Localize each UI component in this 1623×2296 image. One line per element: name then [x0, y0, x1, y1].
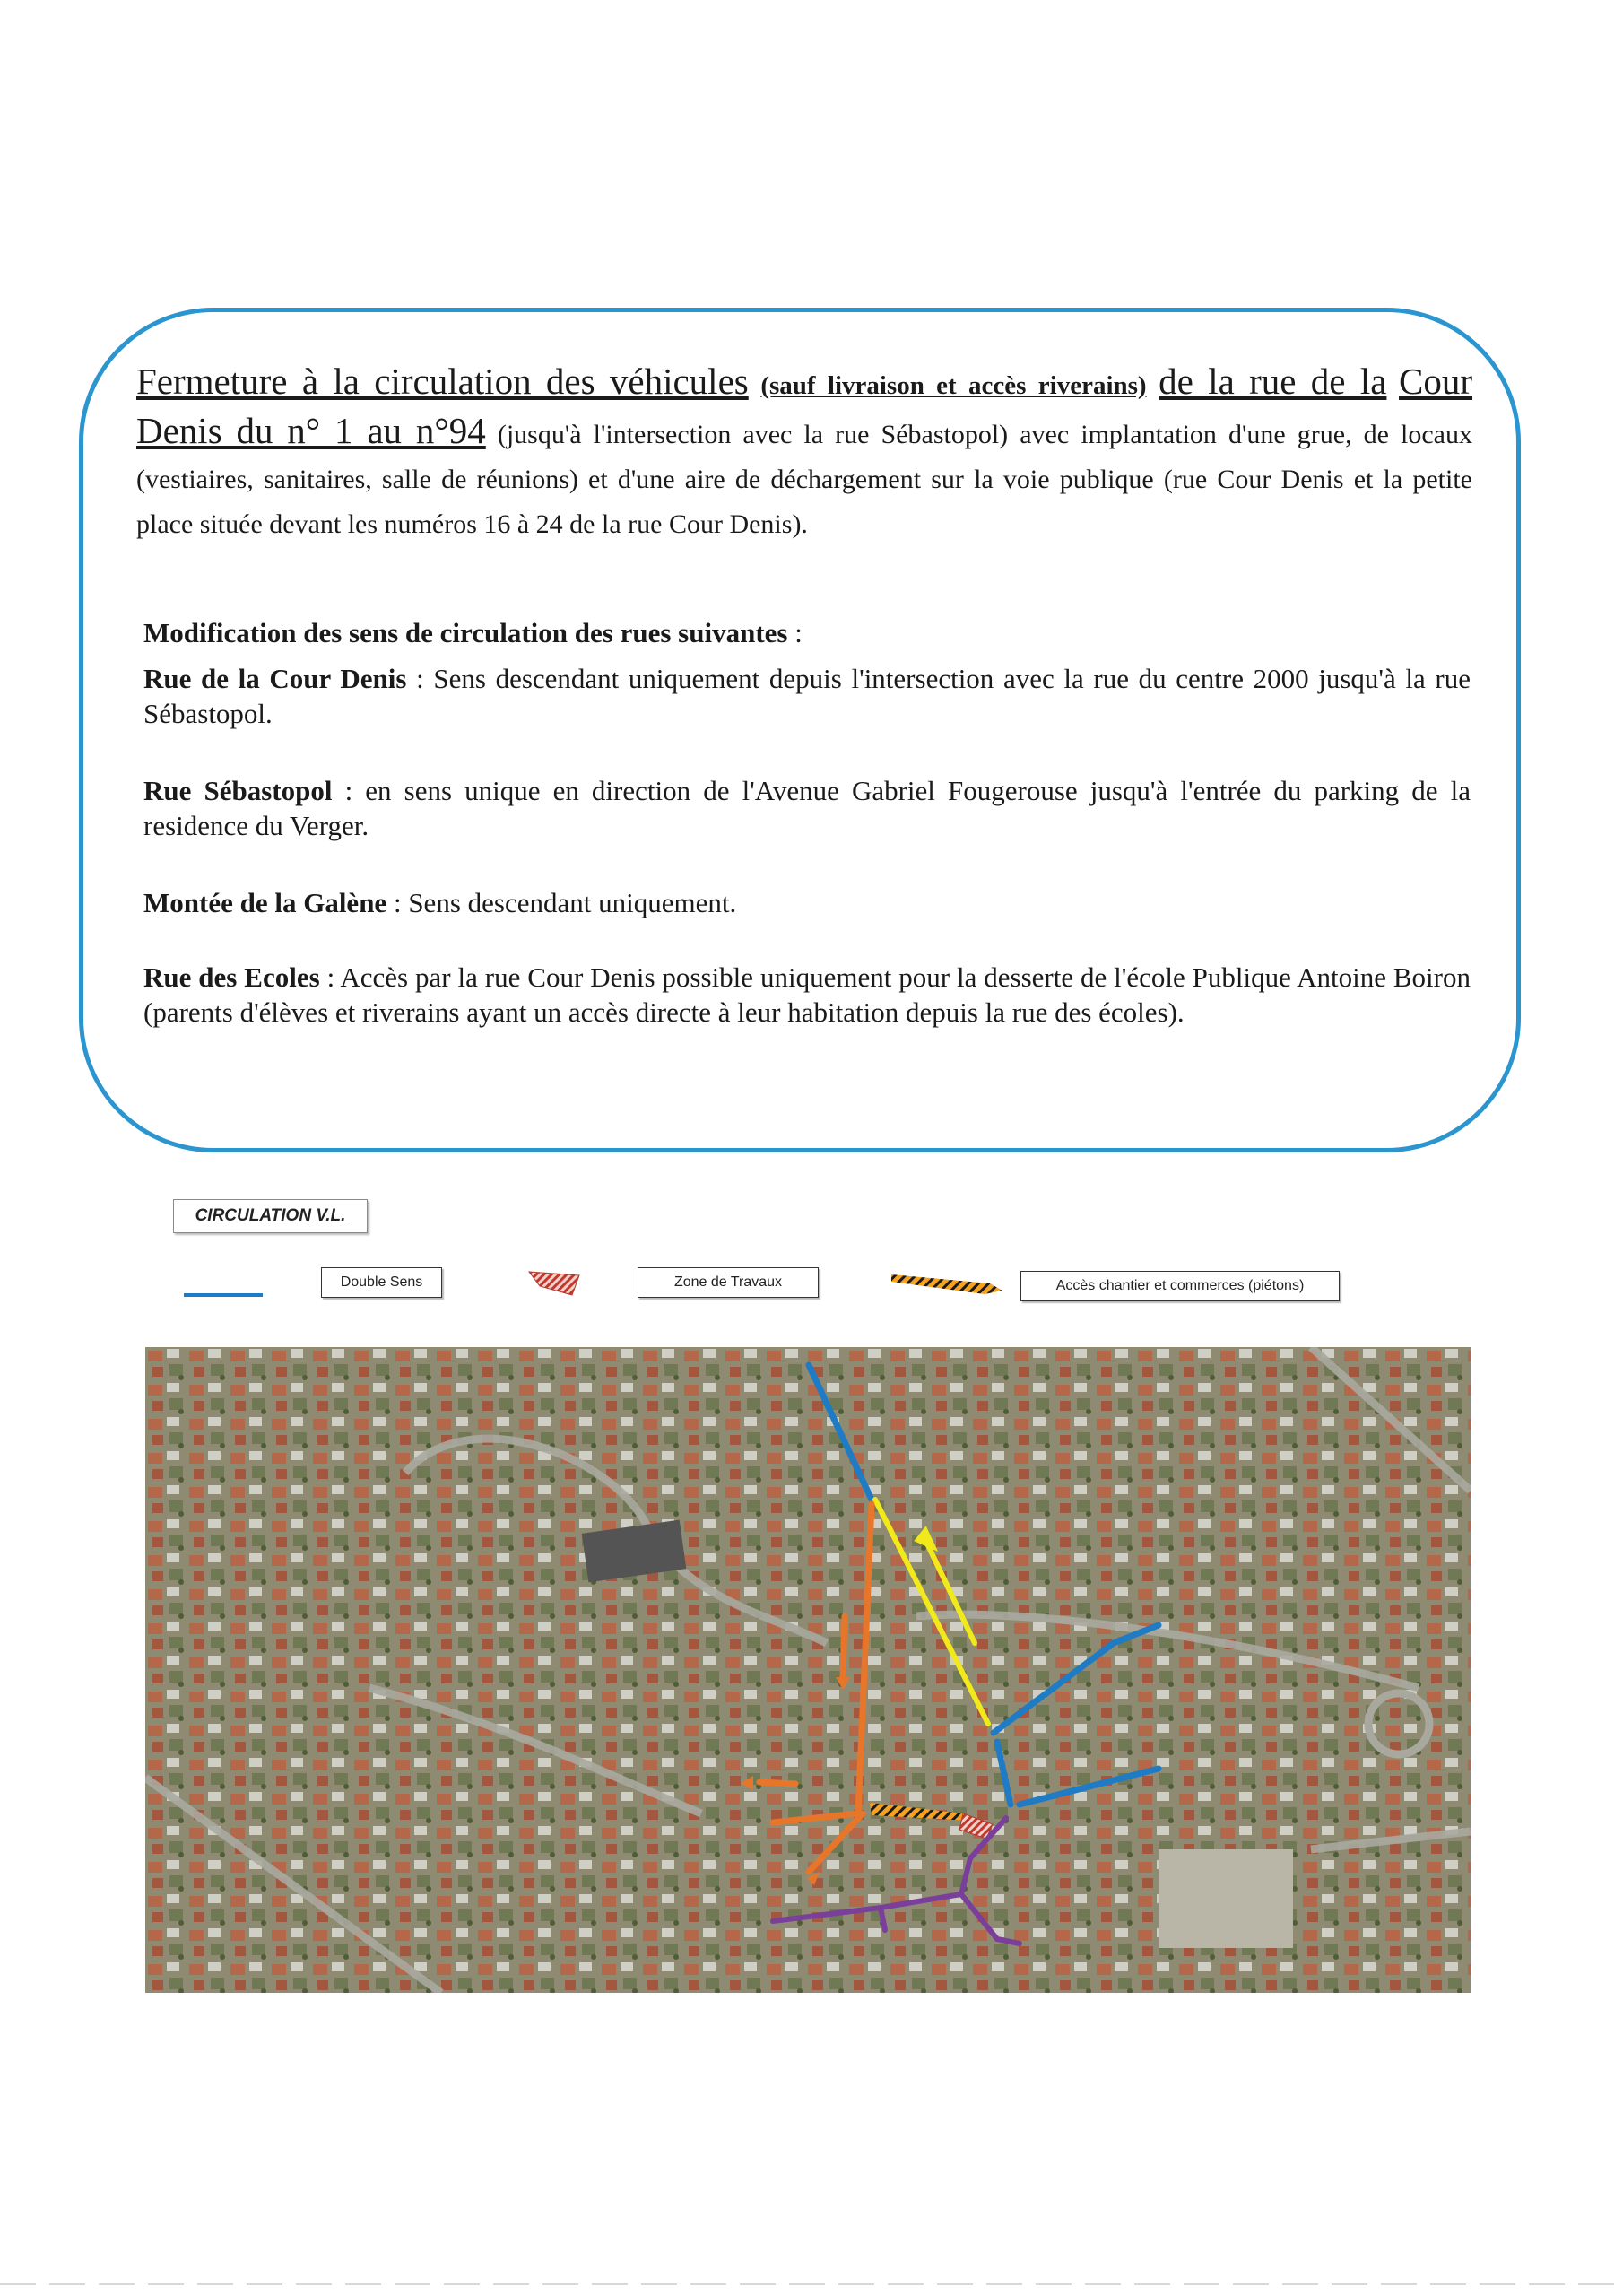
street-name: Montée de la Galène [143, 887, 387, 918]
aerial-map-drawing [145, 1347, 1471, 1993]
street-name: Rue Sébastopol [143, 775, 333, 806]
closure-heading-line2: Cour Denis du n° 1 au n°94 [136, 361, 1473, 451]
street-rule: : Sens descendant uniquement. [386, 887, 737, 918]
street-name: Rue de la Cour Denis [143, 663, 407, 694]
legend-title: CIRCULATION V.L. [173, 1199, 368, 1233]
street-rule: : Accès par la rue Cour Denis possible uniquement pour la desserte de l'école Publique Antoine Boiron (parents d'élèves et riverains ayant un accès directe à leur habitation depuis la rue des écoles). [143, 961, 1471, 1028]
scan-footer-line [0, 2283, 1623, 2285]
legend-zone-travaux: Zone de Travaux [638, 1267, 819, 1298]
closure-heading-note: (sauf livraison et accès riverains) [760, 371, 1147, 400]
modification-title-text: Modification des sens de circulation des rues suivantes [143, 617, 788, 648]
modification-item-2 [143, 773, 1471, 843]
closure-notice [136, 359, 1472, 547]
closure-heading: Fermeture à la circulation des véhicules [136, 361, 749, 402]
acces-swatch [890, 1269, 1006, 1298]
modification-title [143, 615, 1471, 650]
closure-body: (jusqu'à l'intersection avec la rue Sébastopol) avec implantation d'une grue, de locaux (vestiaires, sanitaires, salle de réunions) et d'une aire de déchargement sur la voie publique (rue Cour Denis et la petite place située devant les numéros 16 à 24 de la rue Cour Denis). [136, 420, 1473, 539]
zone-travaux-swatch [527, 1266, 585, 1299]
legend-acces: Accès chantier et commerces (piétons) [1020, 1271, 1340, 1301]
street-rule: : en sens unique en direction de l'Avenue Gabriel Fougerouse jusqu'à l'entrée du parking de la residence du Verger. [143, 775, 1471, 841]
double-sens-swatch [184, 1293, 263, 1297]
street-rule: : Sens descendant uniquement depuis l'intersection avec la rue du centre 2000 jusqu'à la rue Sébastopol. [143, 663, 1471, 729]
closure-heading-tail: de la rue de la [1159, 361, 1387, 402]
legend-double-sens: Double Sens [321, 1267, 442, 1298]
modification-item-1 [143, 661, 1471, 731]
modification-item-3 [143, 885, 1471, 920]
street-name: Rue des Ecoles [143, 961, 320, 993]
modification-title-suffix: : [787, 617, 803, 648]
aerial-map [145, 1347, 1471, 1993]
modification-item-4 [143, 960, 1471, 1030]
